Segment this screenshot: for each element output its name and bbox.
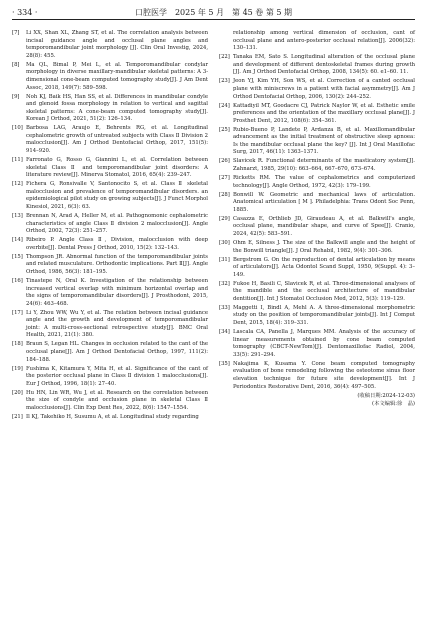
left-column bbox=[12, 30, 208, 423]
page-header bbox=[12, 7, 415, 20]
reference-text: Maggetti I, Bindl A, Mehl A. A three-dimensional morphometric study on the position of temporomandibular joints[J]. Int J Comput Dent, 2015, 18(4): 319–331. bbox=[233, 304, 415, 327]
reference-text: Thompson JR. Abnormal function of the temporomandibular joints and related musculature. Orthodontic implications. Part Ⅱ[J]. Angle Orthod, 1986, 56(3): 181–195. bbox=[26, 253, 208, 275]
reference-number: [12] bbox=[12, 181, 23, 188]
reference-number: [23] bbox=[219, 78, 230, 85]
reference-text: Fukoe H, Basili C, Slavicek R, et al. Three-dimensional analyses of the mandible and the occlusal architecture of mandibular dentition[J]. Int J Stomatol Occlusion Med, 2012, 5(3): 119–129. bbox=[233, 280, 415, 302]
reference-entry bbox=[12, 341, 208, 364]
reference-number: [22] bbox=[219, 54, 230, 61]
reference-entry bbox=[12, 390, 208, 413]
right-reference-list bbox=[219, 30, 415, 391]
reference-number: [11] bbox=[12, 157, 23, 164]
reference-text: Slavicek R. Functional determinants of the masticatory system[J]. Zahnarzt, 1985, 29(10): 663–664, 667–670, 673–674. bbox=[233, 158, 415, 173]
reference-text: Noh KJ, Baik HS, Han SS, et al. Differences in mandibular condyle and glenoid fossa morphology in relation to vertical and sagittal skeletal patterns: A cone-beam computed tomography study[J]. Korean J Orthod, 2021, 51(2): 126–134. bbox=[26, 93, 208, 123]
reference-entry bbox=[219, 127, 415, 157]
received-date: (收稿日期:2024-12-03) bbox=[357, 392, 415, 399]
reference-entry bbox=[219, 192, 415, 215]
reference-text: Fichera G, Ronsivalle V, Santonocito S, et al. Class Ⅱ skeletal malocclusion and prevalence of temporomandibular disorders. an epidemiological pilot study on growing subjects[J]. J Funct Morphol Kinesiol, 2021, 6(3): 63. bbox=[26, 181, 208, 211]
reference-text: Brennan N, Arad A, Heller M, et al. Pathognomonic cephalometric characteristics of angle Class Ⅱ division 2 malocclusion[J]. Angle Orthod, 2002, 72(3): 251–257. bbox=[26, 213, 208, 235]
reference-text: Bonwill W. Geometric and mechanical laws of articulation. Anatomical articulation [ M ]. Philadelphia: Trans Odont Soc Penn, 1885. bbox=[233, 191, 415, 213]
reference-entry bbox=[219, 30, 415, 53]
reference-entry bbox=[219, 175, 415, 190]
reference-number: [31] bbox=[219, 256, 230, 263]
reference-text: Li XX, Shan XL, Zhang ST, et al. The correlation analysis between incisal guidance angle and occlusal plane angles and temporomandibular joint morphology [J]. Clin Oral Investig, 2024, 28(8): 455. bbox=[26, 30, 208, 59]
reference-text: Farronato G, Rosso G, Giannini L, et al. Correlation between skeletal Class Ⅱ and temporomandibular joint disorders: A literature review[J]. Minerva Stomatol, 2016, 65(4): 239–247. bbox=[26, 157, 208, 179]
reference-text: Ribeiro P. Angle Class Ⅱ, Division, malocclusion with deep overbite[J]. Dental Press J Orthod, 2010, 15(2): 132–143. bbox=[26, 237, 208, 251]
reference-text: Il KJ, Takehiko H, Susumu A, et al. Longitudinal study regarding bbox=[26, 413, 199, 420]
reference-number: [28] bbox=[219, 191, 230, 198]
reference-text: Ohm E, Silness J. The size of the Balkwill angle and the height of the Bonwill triangle[J]. J Oral Rehabil, 1982, 9(4): 301–306. bbox=[233, 239, 415, 254]
reference-entry bbox=[12, 157, 208, 180]
reference-number: [17] bbox=[12, 309, 23, 316]
reference-number: [14] bbox=[12, 237, 23, 244]
reference-number: [15] bbox=[12, 253, 23, 260]
reference-number: [35] bbox=[219, 360, 230, 367]
reference-number: [24] bbox=[219, 102, 230, 109]
reference-number: [29] bbox=[219, 215, 230, 222]
reference-text: Casazza E, Orthlieb JD, Giraudeau A, et al. Balkwill's angle, occlusal plane, mandibular shape, and curve of Spee[J]. Cranio, 2024, 42(5): 583–591. bbox=[233, 215, 415, 237]
reference-entry bbox=[12, 94, 208, 124]
reference-text: Tinastepe N, Oral K. Investigation of the relationship between increased vertical overlap with minimum horizontal overlap and the signs of temporomandibular disorders[J]. J Prosthodont, 2015, 24(6): 463–468. bbox=[26, 277, 208, 307]
reference-number: [27] bbox=[219, 175, 230, 182]
reference-text: Ricketts RM. The value of cephalometrics and computerized technology[J]. Angle Orthod, 1972, 42(3): 179–199. bbox=[233, 175, 415, 189]
reference-text: Lascala CA, Panella J, Marques MM. Analysis of the accuracy of linear measurements obtained by cone beam computed tomography (CBCT-NewTom)[J]. Dentomaxillofac Radiol, 2004, 33(5): 291–294. bbox=[233, 329, 415, 358]
reference-entry bbox=[219, 158, 415, 173]
reference-text: Ma QL, Bimal P, Mei L, et al. Temporomandibular condylar morphology in diverse maxillary-mandibular skeletal patterns: A 3-dimensional cone-beam computed tomography study[J]. J Am Dent Assoc, 2018, 149(7): 589–598. bbox=[26, 61, 208, 91]
reference-number: [26] bbox=[219, 158, 230, 165]
reference-entry bbox=[12, 30, 208, 60]
reference-entry bbox=[12, 414, 208, 422]
reference-number: [25] bbox=[219, 126, 230, 133]
reference-text: Fushima K, Kitamura Y, Mita H, et al. Significance of the cant of the posterior occlusal plane in Class Ⅱ division 1 malocclusions[J]. Eur J Orthod, 1996, 18(1): 27–40. bbox=[26, 365, 208, 387]
reference-entry bbox=[12, 181, 208, 211]
reference-text: Bergstrom G. On the reproduction of dental articulation by means of articulators[J]. Acta Odontol Scand Suppl, 1950, 9(Suppl. 4): 3–149. bbox=[233, 256, 415, 278]
reference-number bbox=[219, 30, 233, 53]
reference-entry bbox=[219, 54, 415, 77]
reference-entry bbox=[219, 361, 415, 391]
page-number: · 334 · bbox=[12, 8, 38, 17]
reference-entry bbox=[12, 310, 208, 340]
reference-entry bbox=[12, 366, 208, 389]
reference-number: [16] bbox=[12, 277, 23, 284]
reference-number: [20] bbox=[12, 389, 23, 396]
reference-text: Nakajima K, Kusama Y. Cone beam computed tomography evaluation of bone remodeling following the osteotome sinus floor elevation technique for future site development[J]. Int J Periodontics Restorative Dent, 2016, 36(4): 497–505. bbox=[233, 360, 415, 390]
reference-entry bbox=[219, 329, 415, 359]
editor-note: (本文编辑:徐 晶) bbox=[372, 401, 415, 408]
reference-entry bbox=[12, 237, 208, 252]
reference-text: Braun S, Legan HL. Changes in occlusion related to the cant of the occlusal plane[J]. Am J Orthod Dentofacial Orthop, 1997, 111(2): 184–188. bbox=[26, 341, 208, 363]
reference-entry bbox=[12, 213, 208, 236]
reference-text: Rubio-Bueno P, Landete P, Ardanza B, et al. Maxillomandibular advancement as the initial treatment of obstructive sleep apnoea: Is the mandibular occlusal plane the key? [J]. Int J Oral Maxillofac Surg, 2017, 46(11): 1363–1371. bbox=[233, 126, 415, 156]
reference-number: [21] bbox=[12, 413, 23, 420]
reference-entry bbox=[219, 216, 415, 239]
reference-entry bbox=[12, 278, 208, 308]
reference-number: [33] bbox=[219, 304, 230, 311]
reference-text: Tanaka EM, Sato S. Longitudinal alteration of the occlusal plane and development of different dentoskeletal frames during growth [J]. Am J Orthod Dentofacial Orthop, 2008, 134(5): 60. e1–60. 11. bbox=[233, 54, 415, 76]
reference-number: [10] bbox=[12, 125, 23, 132]
reference-number: [18] bbox=[12, 341, 23, 348]
reference-text: Hu HN, Lin WR, Wu J, et al. Research on the correlation between the size of condyle and occlusion plane in skeletal Class Ⅱ malocclusions[J]. Clin Exp Dent Res, 2022, 8(6): 1547–1554. bbox=[26, 389, 208, 411]
reference-text: Li Y, Zhou WW, Wu Y, et al. The relation between incisal guidance angle and the growth and development of temporomandibular joint: A multi-cross-sectional retrospective study[J]. BMC Oral Health, 2021, 21(1): 380. bbox=[26, 309, 208, 339]
reference-entry bbox=[12, 125, 208, 155]
reference-entry bbox=[219, 103, 415, 126]
reference-text: Jeon YJ, Kim YH, Son WS, et al. Correction of a canted occlusal plane with miniscrews in a patient with facial asymmetry[J]. Am J Orthod Dentofacial Orthop, 2006, 130(2): 244–252. bbox=[233, 78, 415, 100]
right-column bbox=[219, 30, 415, 423]
reference-text: Kattadiyil MT, Goodacre CJ, Patrick Naylor W, et al. Esthetic smile preferences and the orientation of the maxillary occlusal plane[J]. J Prosthet Dent, 2012, 108(6): 354–361. bbox=[233, 102, 415, 124]
reference-number: [30] bbox=[219, 239, 230, 246]
reference-entry bbox=[219, 305, 415, 328]
reference-entry bbox=[12, 254, 208, 277]
reference-text: relationship among vertical dimension of occlusion, cant of occlusal plane and antero-posterior occlusal relation[J]. 2006(32): 130–131. bbox=[233, 30, 415, 52]
references-columns bbox=[12, 30, 415, 423]
reference-text: Barbosa LAG, Araujo E, Behrents RG, et al. Longitudinal cephalometric growth of untreated subjects with Class Ⅱ Division 2 malocclusion[J]. Am J Orthod Dentofacial Orthop, 2017, 151(5): 914–920. bbox=[26, 125, 208, 155]
reference-entry bbox=[219, 78, 415, 101]
reference-number: [13] bbox=[12, 213, 23, 219]
reference-number: [7] bbox=[12, 30, 20, 36]
reference-number: [8] bbox=[12, 61, 20, 68]
reference-entry bbox=[219, 281, 415, 304]
reference-number: [34] bbox=[219, 329, 230, 336]
reference-number: [9] bbox=[12, 93, 20, 100]
reference-entry bbox=[219, 240, 415, 255]
reference-entry bbox=[12, 62, 208, 92]
reference-number: [32] bbox=[219, 280, 230, 287]
journal-title: 口腔医学 2025 年 5 月 第 45 卷 第 5 期 bbox=[134, 8, 293, 17]
reference-entry bbox=[219, 257, 415, 280]
reference-number: [19] bbox=[12, 365, 23, 372]
